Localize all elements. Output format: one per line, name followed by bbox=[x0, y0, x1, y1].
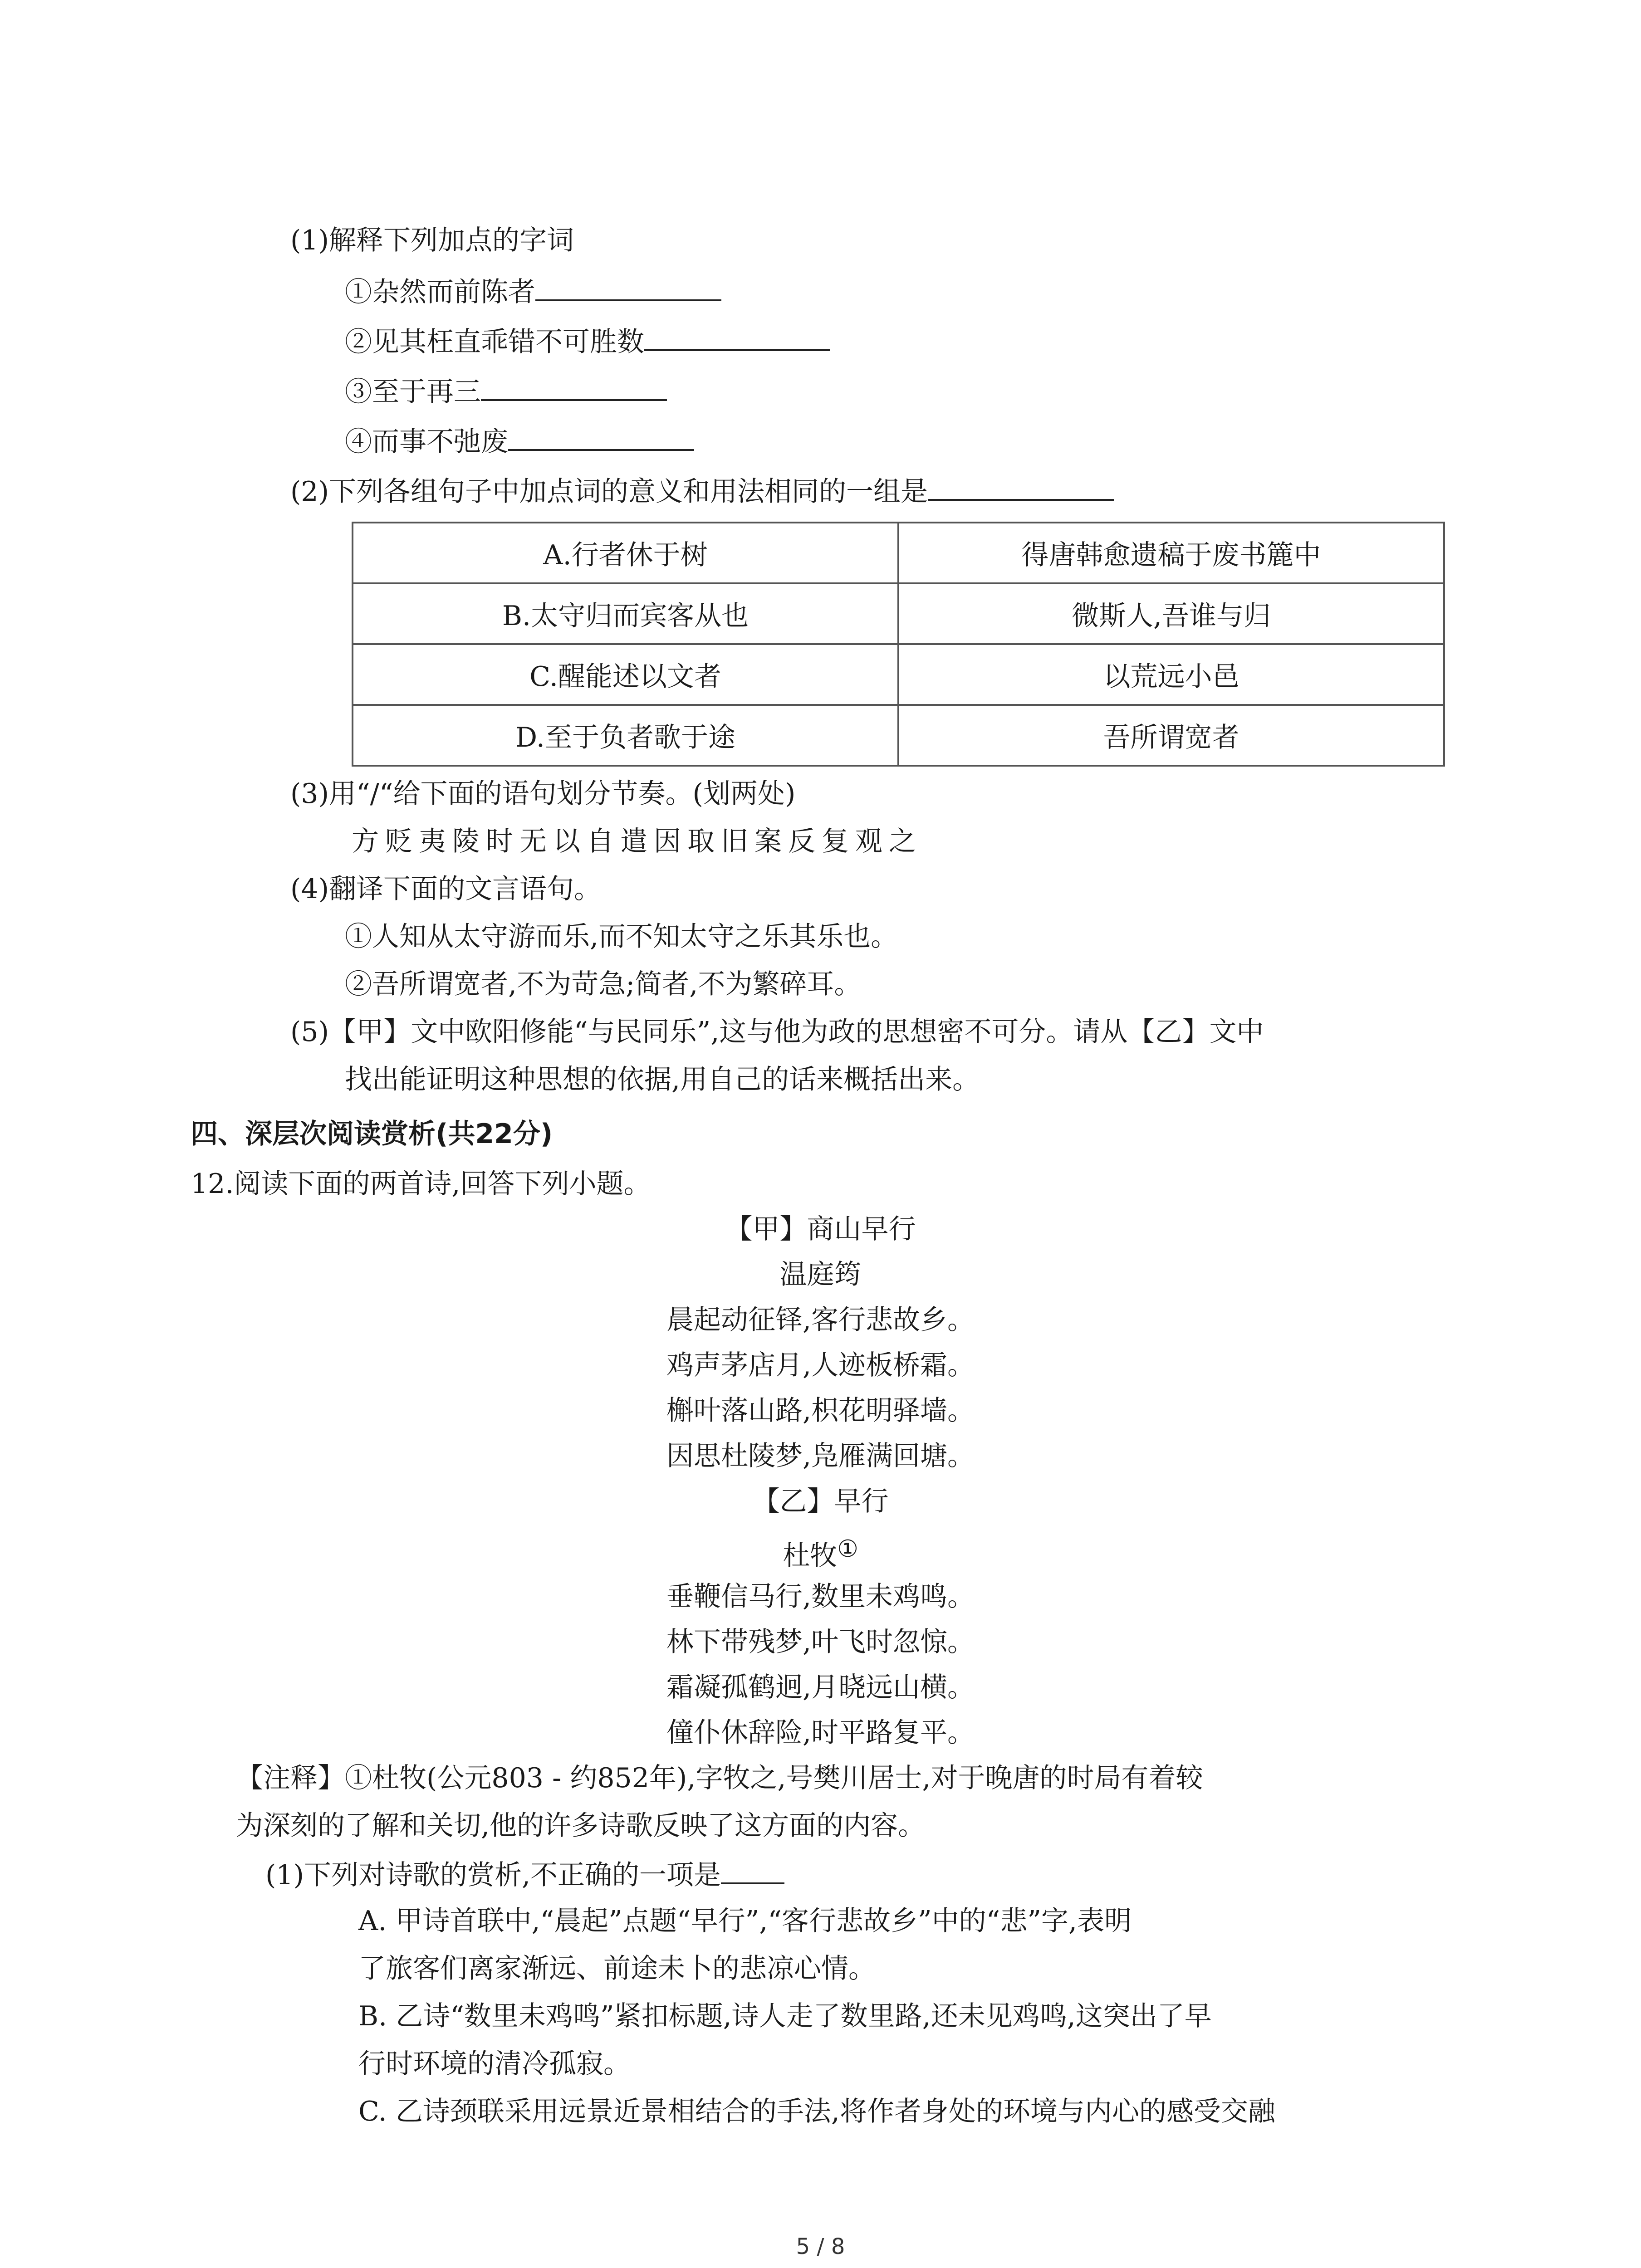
option-c-left: C.醒能述以文者 bbox=[353, 644, 898, 705]
answer-blank[interactable] bbox=[481, 372, 667, 401]
option-b-left: B.太守归而宾客从也 bbox=[353, 583, 898, 644]
q12-intro: 12.阅读下面的两首诗,回答下列小题。 bbox=[191, 1168, 651, 1200]
q12-sub1-label: (1)下列对诗歌的赏析,不正确的一项是 bbox=[265, 1855, 784, 1893]
option-b-line2: 行时环境的清冷孤寂。 bbox=[358, 2048, 631, 2080]
poem-b-title: 【乙】早行 bbox=[752, 1486, 889, 1517]
q11-part4-item-1: ①人知从太守游而乐,而不知太守之乐其乐也。 bbox=[345, 921, 898, 953]
q11-part1-item-3: ③至于再三 bbox=[345, 372, 667, 410]
option-a-line2: 了旅客们离家渐远、前途未卜的悲凉心情。 bbox=[358, 1953, 876, 1984]
table-row bbox=[353, 583, 1444, 644]
option-d-right: 吾所谓宽者 bbox=[898, 705, 1444, 766]
poem-a-author: 温庭筠 bbox=[779, 1259, 862, 1290]
answer-blank[interactable] bbox=[644, 322, 830, 351]
poem-a-title: 【甲】商山早行 bbox=[725, 1213, 916, 1245]
poem-b-line-1: 垂鞭信马行,数里未鸡鸣。 bbox=[666, 1581, 975, 1613]
poem-a-line-3: 槲叶落山路,枳花明驿墙。 bbox=[666, 1395, 975, 1427]
answer-blank[interactable] bbox=[535, 272, 721, 301]
option-b-line1: B. 乙诗“数里未鸡鸣”紧扣标题,诗人走了数里路,还未见鸡鸣,这突出了早 bbox=[358, 2000, 1212, 2032]
q11-part5-line2: 找出能证明这种思想的依据,用自己的话来概括出来。 bbox=[345, 1064, 980, 1095]
answer-blank[interactable] bbox=[928, 472, 1114, 501]
poem-note-line2: 为深刻的了解和关切,他的许多诗歌反映了这方面的内容。 bbox=[236, 1810, 926, 1842]
option-a-left: A.行者休于树 bbox=[353, 523, 898, 583]
option-c-right: 以荒远小邑 bbox=[898, 644, 1444, 705]
q11-part5-line1: (5)【甲】文中欧阳修能“与民同乐”,这与他为政的思想密不可分。请从【乙】文中 bbox=[290, 1016, 1264, 1048]
poem-a-line-2: 鸡声茅店月,人迹板桥霜。 bbox=[666, 1349, 975, 1381]
option-d-left: D.至于负者歌于途 bbox=[353, 705, 898, 766]
poem-b-line-3: 霜凝孤鹤迥,月晓远山横。 bbox=[666, 1672, 975, 1703]
answer-blank[interactable] bbox=[721, 1855, 784, 1884]
section-heading: 四、深层次阅读赏析(共22分) bbox=[191, 1118, 553, 1150]
answer-blank[interactable] bbox=[508, 422, 694, 451]
q11-part4-label: (4)翻译下面的文言语句。 bbox=[290, 873, 601, 905]
option-c-line1: C. 乙诗颈联采用远景近景相结合的手法,将作者身处的环境与内心的感受交融 bbox=[358, 2096, 1275, 2127]
poem-b-line-4: 僮仆休辞险,时平路复平。 bbox=[666, 1717, 975, 1749]
option-a-right: 得唐韩愈遗稿于废书簏中 bbox=[898, 523, 1444, 583]
options-table bbox=[352, 522, 1445, 767]
q11-part1-item-2: ②见其枉直乖错不可胜数 bbox=[345, 322, 830, 360]
poem-b-author: 杜牧① bbox=[783, 1535, 858, 1572]
poem-b-line-2: 林下带残梦,叶飞时忽惊。 bbox=[666, 1626, 975, 1658]
option-b-right: 微斯人,吾谁与归 bbox=[898, 583, 1444, 644]
q11-part1-item-4: ④而事不弛废 bbox=[345, 422, 694, 460]
table-row bbox=[353, 705, 1444, 766]
q11-part2-label: (2)下列各组句子中加点词的意义和用法相同的一组是 bbox=[290, 472, 1114, 510]
q11-part4-item-2: ②吾所谓宽者,不为苛急;简者,不为繁碎耳。 bbox=[345, 968, 862, 1000]
q11-part3-text: 方贬夷陵时无以自遣因取旧案反复观之 bbox=[352, 826, 922, 857]
table-row bbox=[353, 523, 1444, 583]
poem-a-line-1: 晨起动征铎,客行悲故乡。 bbox=[666, 1304, 975, 1336]
footnote-mark: ① bbox=[837, 1535, 858, 1563]
poem-note-line1: 【注释】①杜牧(公元803 - 约852年),字牧之,号樊川居士,对于晚唐的时局有着较 bbox=[236, 1762, 1203, 1794]
table-row bbox=[353, 644, 1444, 705]
q11-part1-item-1: ①杂然而前陈者 bbox=[345, 272, 721, 310]
option-a-line1: A. 甲诗首联中,“晨起”点题“早行”,“客行悲故乡”中的“悲”字,表明 bbox=[358, 1905, 1132, 1937]
q11-part3-label: (3)用“/“给下面的语句划分节奏。(划两处) bbox=[290, 778, 796, 810]
page-number: 5 / 8 bbox=[796, 2234, 845, 2259]
q11-part1-label: (1)解释下列加点的字词 bbox=[290, 225, 574, 256]
poem-a-line-4: 因思杜陵梦,凫雁满回塘。 bbox=[666, 1440, 975, 1472]
